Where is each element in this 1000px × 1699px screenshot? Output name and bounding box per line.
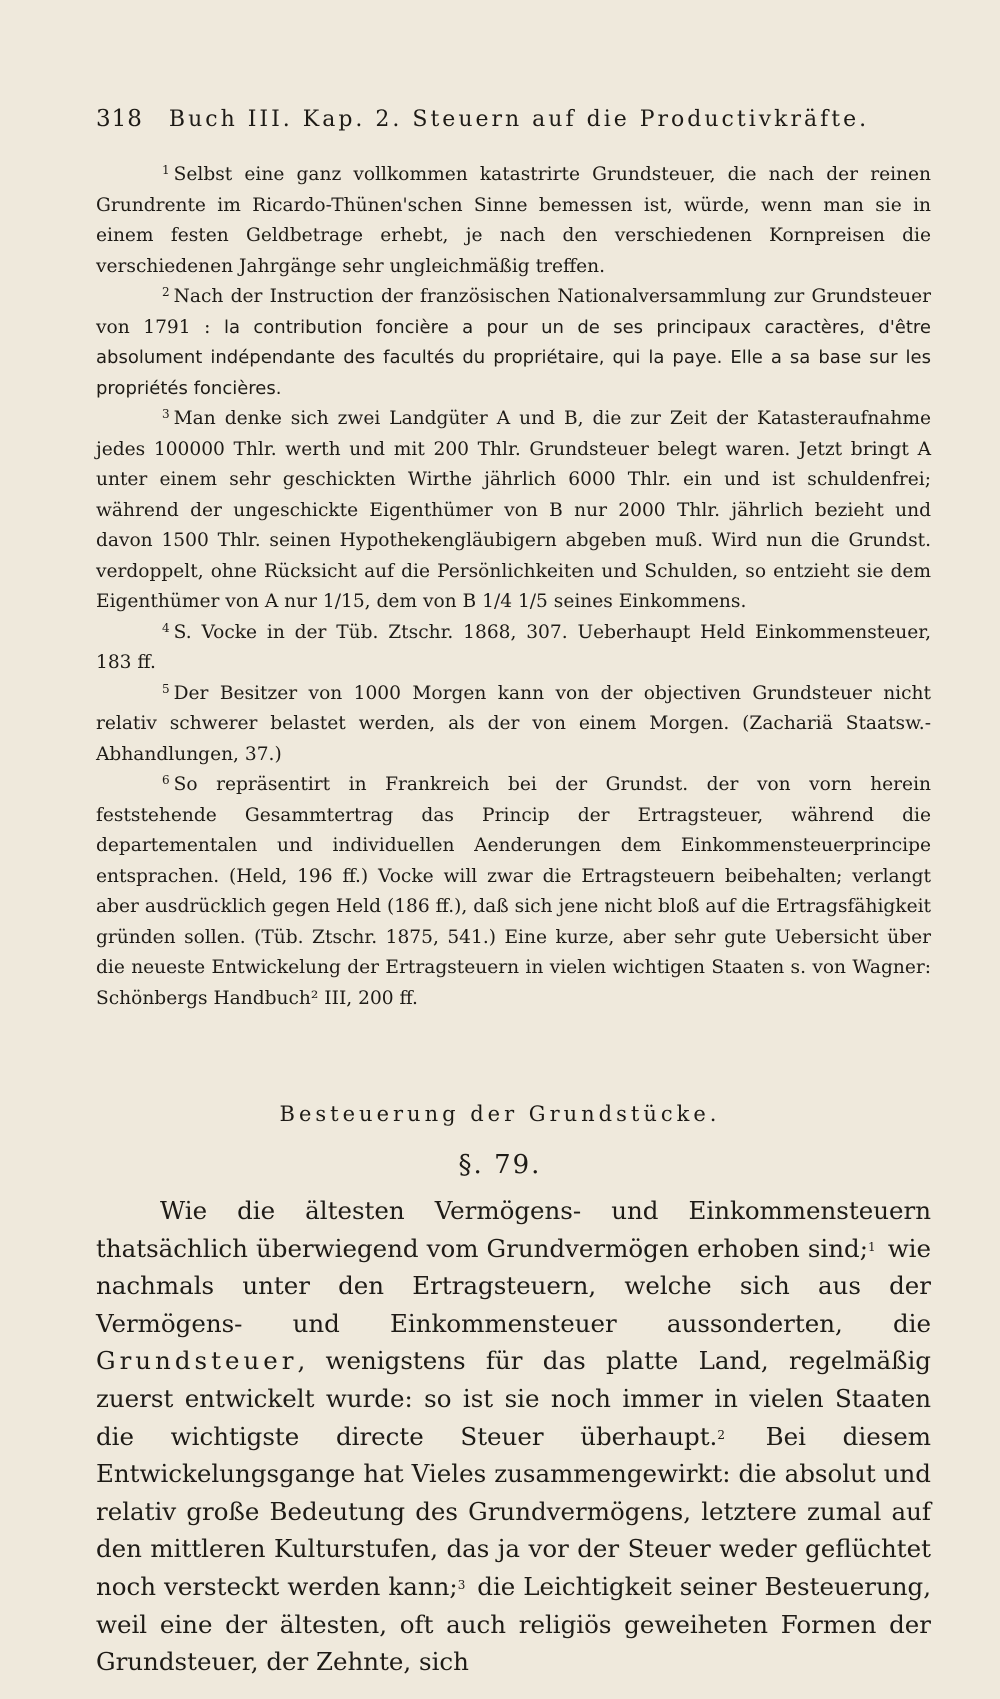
footnote-text: Der Besitzer von 1000 Morgen kann von der objectiven Grundsteuer nicht relativ schwerer belastet werden, als der von einem Morgen. (Zachariä Staatsw.-Abhandlungen, 37.) xyxy=(96,682,931,765)
page-number: 318 xyxy=(96,106,143,132)
footnote xyxy=(96,404,931,618)
footnote xyxy=(96,618,931,679)
footnotes-block xyxy=(96,160,931,1014)
footnote-ref: 2 xyxy=(717,1427,725,1442)
footnote-number: 2 xyxy=(162,285,170,299)
footnote xyxy=(96,679,931,771)
paragraph xyxy=(96,1192,931,1681)
footnote xyxy=(96,160,931,282)
section-number: §. 79. xyxy=(458,1150,542,1180)
footnote-ref: 3 xyxy=(457,1577,466,1592)
footnote-text: Man denke sich zwei Landgüter A und B, die zur Zeit der Katasteraufnahme jedes 100000 Thlr. werth und mit 200 Thlr. Grundsteuer belegt waren. Jetzt bringt A unter einem sehr geschickten Wirthe jährlich 6000 Thlr. ein und ist schuldenfrei; während der ungeschickte Eigenthümer von B nur 2000 Thlr. jährlich bezieht und davon 1500 Thlr. seinen Hypothekengläubigern abgeben muß. Wird nun die Grundst. verdoppelt, ohne Rücksicht auf die Persönlichkeiten und Schulden, so entzieht sie dem Eigenthümer von A nur 1/15, dem von B 1/4 1/5 seines Einkommens. xyxy=(96,408,931,612)
footnote-quote-french: la contribution foncière a pour un de ses principaux caractères, d'être absolument indépendante des facultés du propriétaire, qui la paye. Elle a sa base sur les propriétés foncières. xyxy=(96,316,931,399)
footnote-text: Nach der Instruction der französischen Nationalversammlung zur Grundsteuer von 1791 : xyxy=(96,286,931,338)
footnote-ref: 1 xyxy=(868,1239,876,1254)
text-run: die Leichtigkeit seiner Besteuerung, weil eine der ältesten, oft auch religiös geweiheten Formen der Grundsteuer, der Zehnte, sich xyxy=(96,1571,931,1677)
footnote-number: 5 xyxy=(162,681,170,696)
footnote-number: 3 xyxy=(162,407,170,421)
footnote-number: 1 xyxy=(162,163,170,177)
footnote xyxy=(96,282,931,404)
text-run: Wie die ältesten Vermögens- und Einkommensteuern thatsächlich überwiegend vom Grundvermögen erhoben sind; xyxy=(96,1196,931,1263)
emphasized-term: Grundsteuer xyxy=(96,1346,298,1376)
section-heading: Besteuerung der Grundstücke. xyxy=(279,1102,721,1126)
running-header xyxy=(96,106,916,132)
text-run: , wenigstens für das platte Land, regelmäßig zuerst entwickelt wurde: so ist sie noch immer in vielen Staaten die wichtigste directe Steuer überhaupt. xyxy=(96,1346,931,1451)
footnote-number: 6 xyxy=(162,773,170,787)
main-text xyxy=(96,1192,931,1681)
running-title: Buch III. Kap. 2. Steuern auf die Productivkräfte. xyxy=(168,107,870,132)
footnote-text: Selbst eine ganz vollkommen katastrirte Grundsteuer, die nach der reinen Grundrente im Ricardo-Thünen'schen Sinne bemessen ist, würde, wenn man sie in einem festen Geldbetrage erhebt, je nach den verschiedenen Kornpreisen die verschiedenen Jahrgänge sehr ungleichmäßig treffen. xyxy=(96,164,931,277)
text-run: wie nachmals unter den Ertragsteuern, welche sich aus der Vermögens- und Einkommensteuer aussonderten, die xyxy=(96,1233,931,1338)
footnote-number: 4 xyxy=(162,620,170,635)
footnote-text: So repräsentirt in Frankreich bei der Grundst. der von vorn herein feststehende Gesammtertrag das Princip der Ertragsteuer, während die departementalen und individuellen Aenderungen dem Einkommensteuerprincipe entsprachen. (Held, 196 ff.) Vocke will zwar die Ertragsteuern beibehalten; verlangt aber ausdrücklich gegen Held (186 ff.), daß sich jene nicht bloß auf die Ertragsfähigkeit gründen sollen. (Tüb. Ztschr. 1875, 541.) Eine kurze, aber sehr gute Uebersicht über die neueste Entwickelung der Ertragsteuern in vielen wichtigen Staaten s. von Wagner: Schönbergs Handbuch² III, 200 ff. xyxy=(96,774,931,1009)
footnote xyxy=(96,770,931,1014)
text-run: Bei diesem Entwickelungsgange hat Vieles zusammengewirkt: die absolut und relativ große Bedeutung des Grundvermögens, letztere zumal auf den mittleren Kulturstufen, das ja vor der Steuer weder geflüchtet noch versteckt werden kann; xyxy=(96,1421,931,1601)
footnote-text: S. Vocke in der Tüb. Ztschr. 1868, 307. Ueberhaupt Held Einkommensteuer, 183 ff. xyxy=(96,621,931,673)
